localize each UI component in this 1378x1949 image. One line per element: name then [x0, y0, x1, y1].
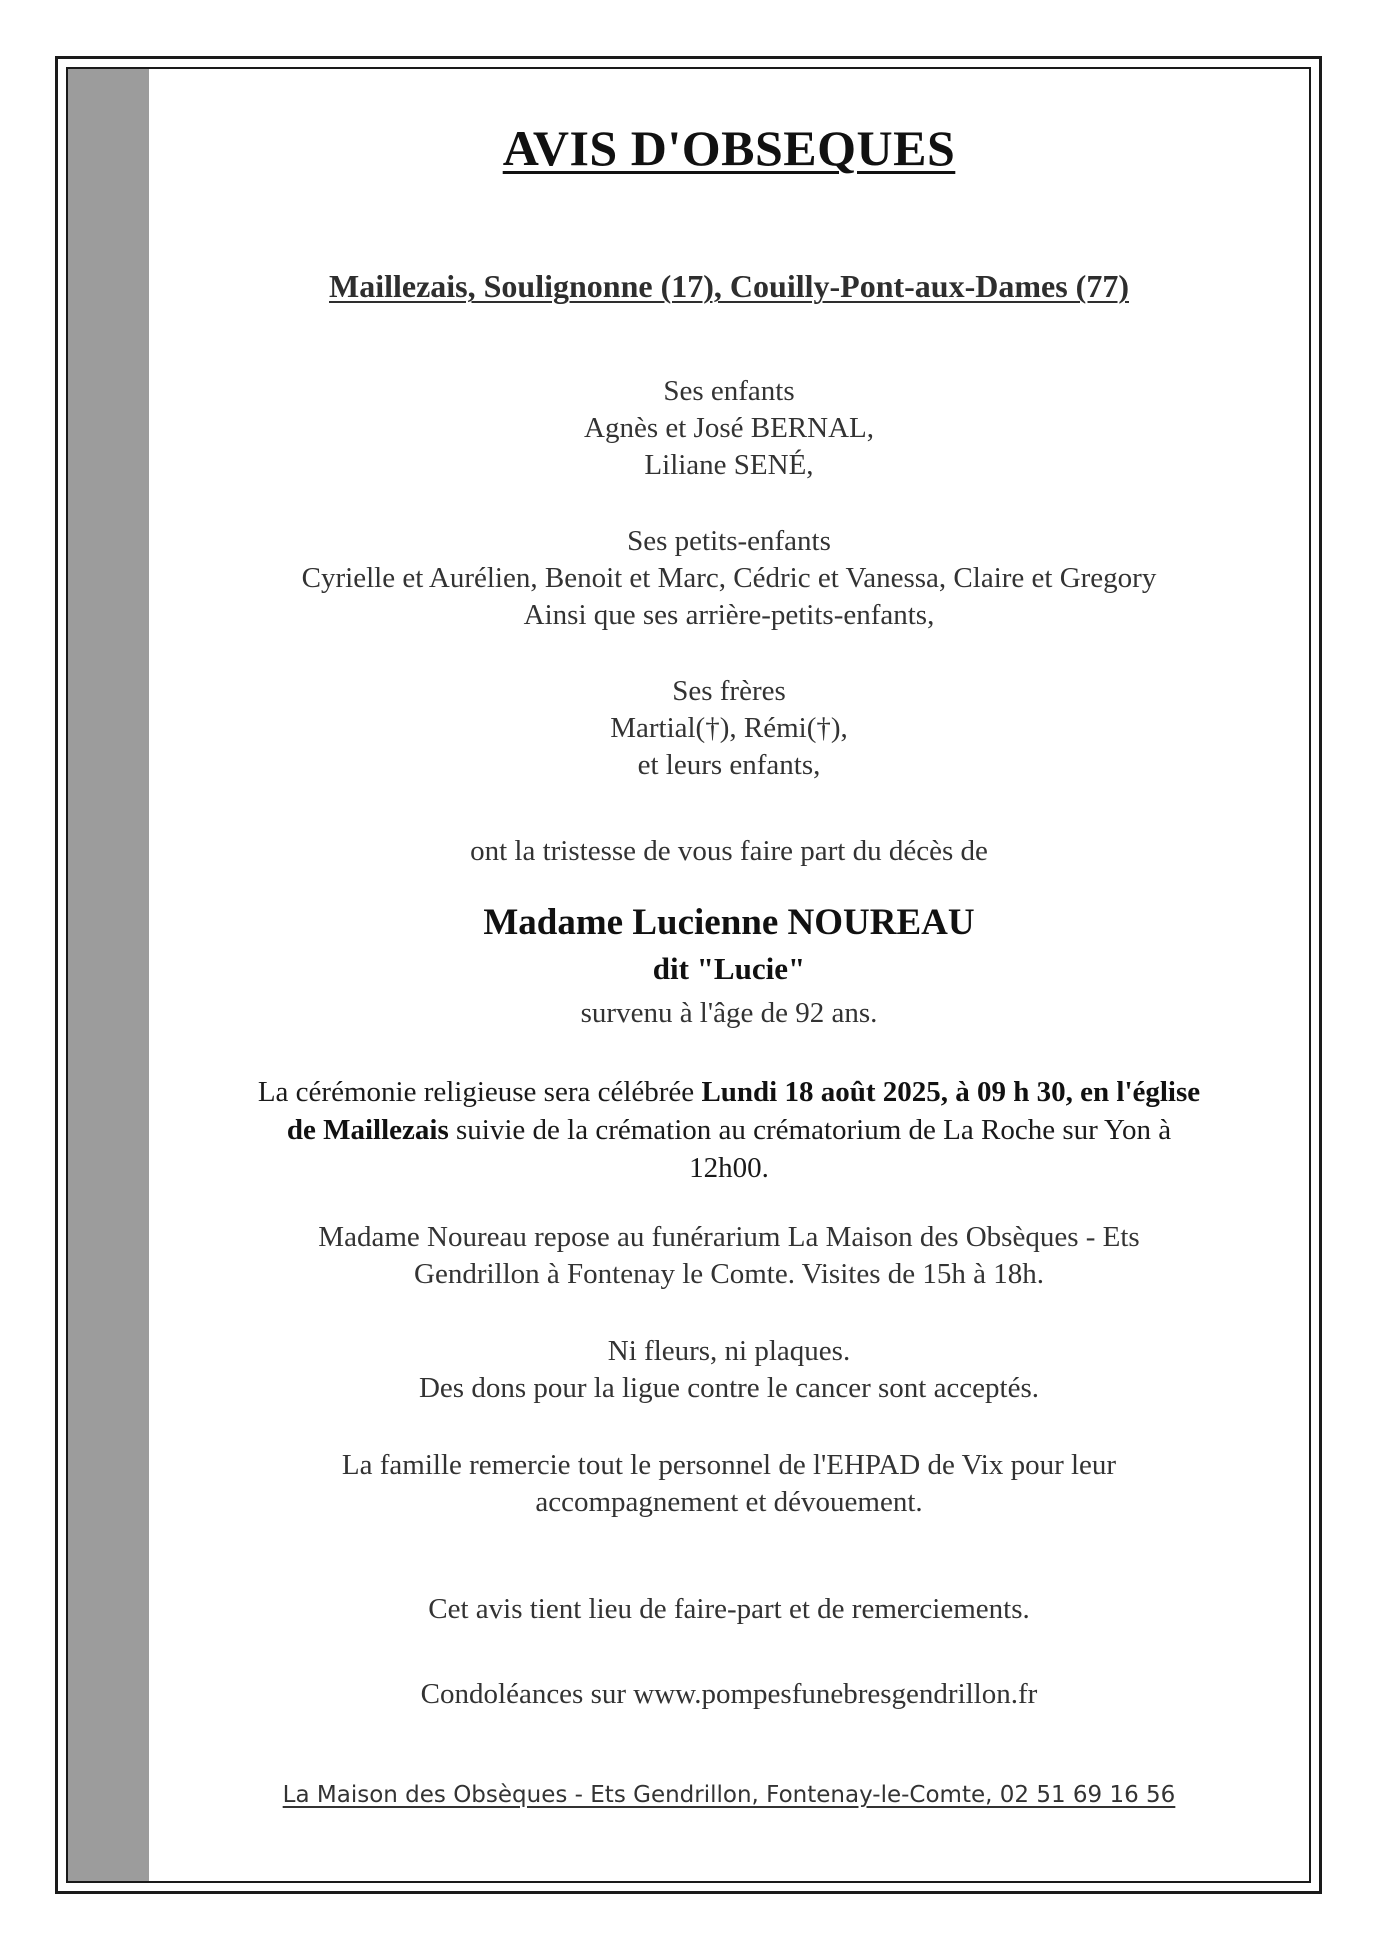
ceremony-date-place: Lundi 18 août 2025, à 09 h 30, en l'église: [701, 1076, 1201, 1108]
children-line: Liliane SENÉ,: [644, 449, 814, 481]
visitation-line: Gendrillon à Fontenay le Comte. Visites de 15h à 18h.: [414, 1258, 1044, 1290]
ceremony-cremation: suivie de la crémation au crématorium de La Roche sur Yon à: [448, 1114, 1172, 1146]
age-line: survenu à l'âge de 92 ans.: [580, 997, 878, 1029]
brothers-heading: Ses frères: [672, 675, 786, 707]
ceremony-church: de Maillezais: [286, 1114, 449, 1146]
notice-frame: [66, 67, 1311, 1883]
brothers-line: Martial(†), Rémi(†),: [610, 712, 848, 744]
thanks-line: accompagnement et dévouement.: [535, 1486, 923, 1518]
side-band: [68, 69, 149, 1881]
notice-note: Cet avis tient lieu de faire-part et de remerciements.: [428, 1593, 1030, 1625]
notice-title: AVIS D'OBSEQUES: [502, 120, 956, 176]
ceremony-time: 12h00.: [689, 1152, 769, 1184]
grandchildren-section: [149, 523, 1309, 634]
brothers-line: et leurs enfants,: [637, 749, 821, 781]
children-heading: Ses enfants: [663, 375, 795, 407]
requests-paragraph: [149, 1333, 1309, 1407]
requests-line: Ni fleurs, ni plaques.: [607, 1335, 851, 1367]
grandchildren-line: Cyrielle et Aurélien, Benoit et Marc, Cédric et Vanessa, Claire et Gregory: [301, 562, 1157, 594]
requests-line: Des dons pour la ligue contre le cancer sont acceptés.: [418, 1372, 1040, 1404]
deceased-name: Madame Lucienne NOUREAU: [483, 902, 975, 943]
thanks-paragraph: [149, 1447, 1309, 1521]
notice-content: [149, 69, 1309, 1881]
brothers-section: [149, 673, 1309, 784]
thanks-line: La famille remercie tout le personnel de l'EHPAD de Vix pour leur: [341, 1449, 1117, 1481]
children-line: Agnès et José BERNAL,: [584, 412, 874, 444]
announcement-line: ont la tristesse de vous faire part du décès de: [470, 835, 988, 867]
ceremony-paragraph: [149, 1073, 1309, 1187]
footer-contact: La Maison des Obsèques - Ets Gendrillon, Fontenay-le-Comte, 02 51 69 16 56: [282, 1782, 1176, 1808]
condolences-line: Condoléances sur www.pompesfunebresgendrillon.fr: [420, 1678, 1038, 1710]
grandchildren-heading: Ses petits-enfants: [627, 525, 831, 557]
deceased-nickname: dit "Lucie": [652, 951, 806, 986]
ceremony-intro: La cérémonie religieuse sera célébrée: [257, 1076, 702, 1108]
visitation-paragraph: [149, 1219, 1309, 1293]
grandchildren-line: Ainsi que ses arrière-petits-enfants,: [523, 599, 935, 631]
visitation-line: Madame Noureau repose au funérarium La Maison des Obsèques - Ets: [318, 1221, 1140, 1253]
children-section: [149, 373, 1309, 484]
locations-line: Maillezais, Soulignonne (17), Couilly-Pont-aux-Dames (77): [329, 268, 1129, 304]
